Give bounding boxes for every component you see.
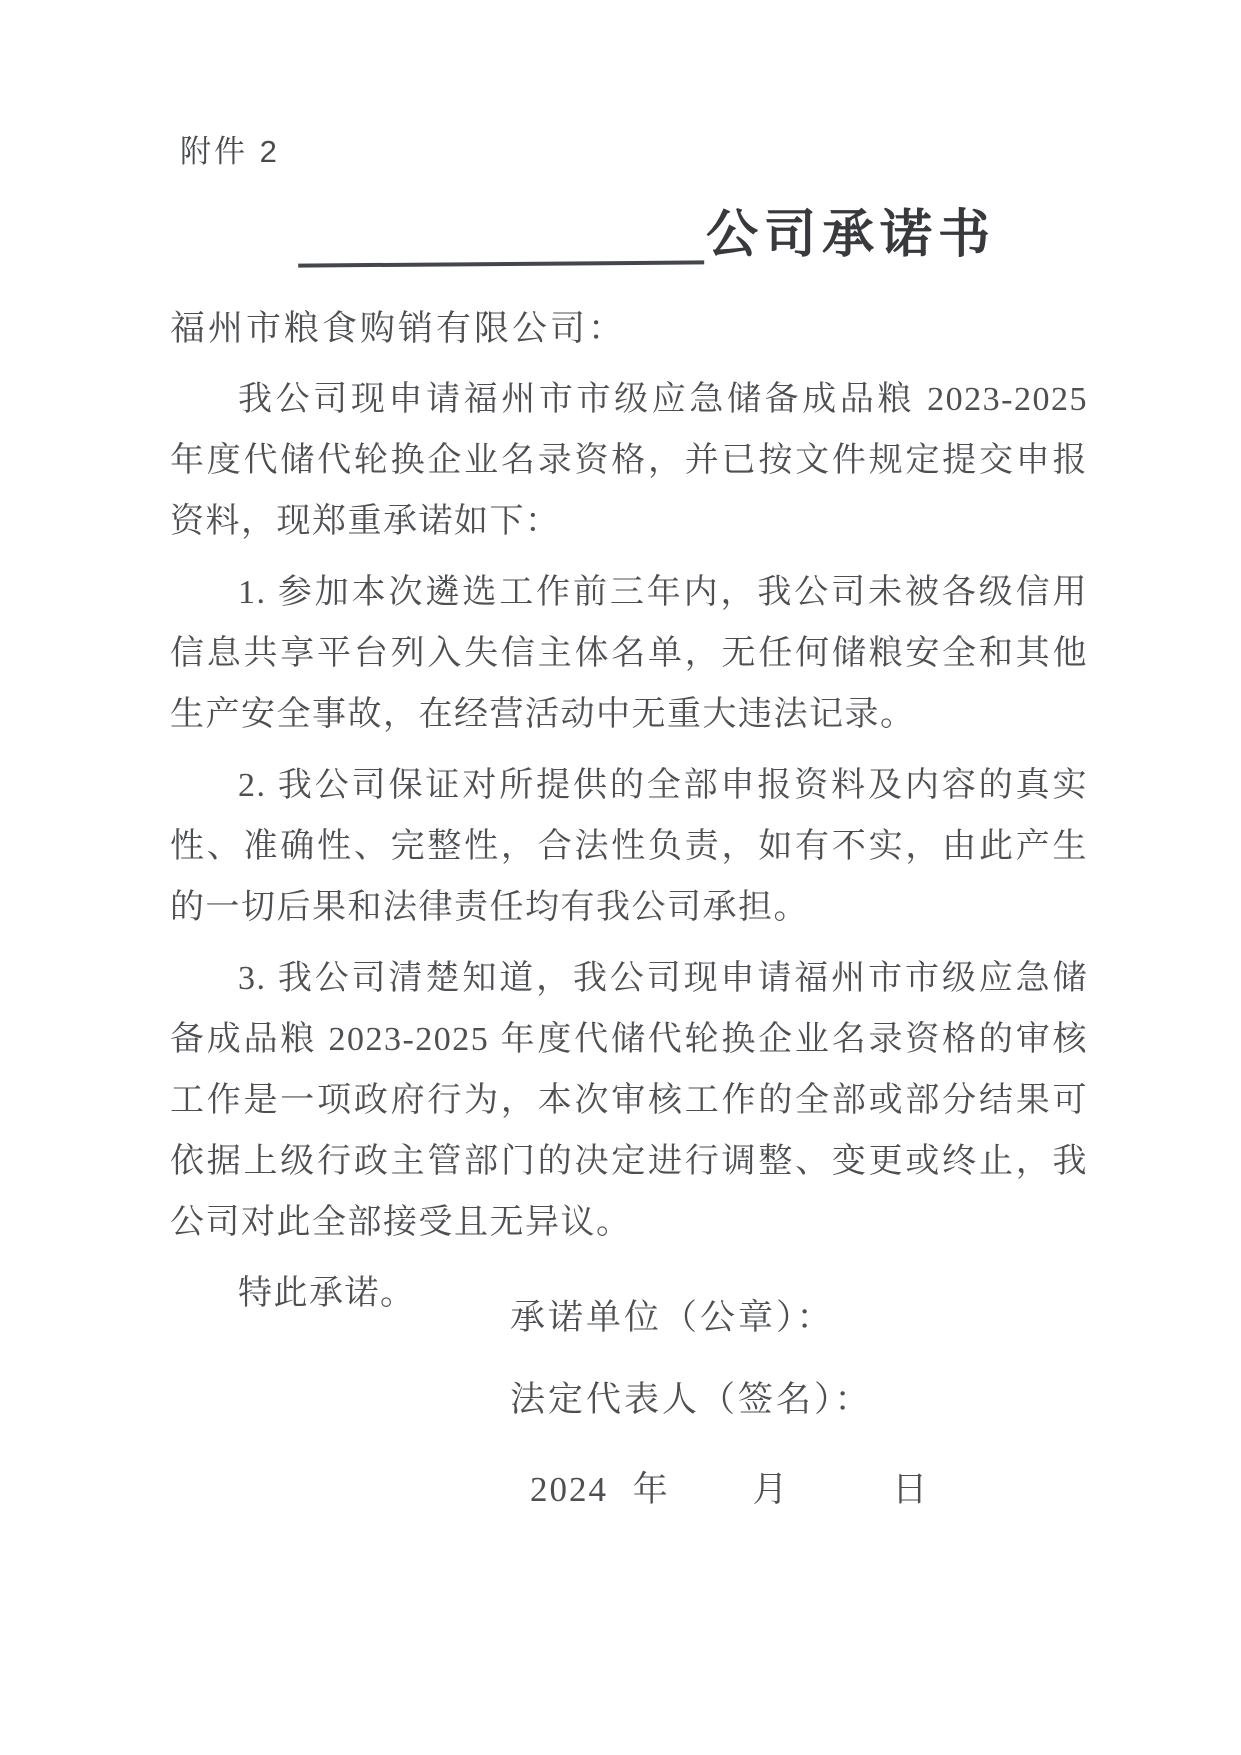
date-year-unit: 年 [632,1470,670,1509]
title-blank-underline [298,210,704,267]
title-row [298,206,996,266]
signature-legal-rep-label: 法定代表人（签名）： [510,1380,873,1419]
attachment-label: 附件 2 [180,134,280,169]
date-year: 2024 [530,1470,608,1509]
salutation: 福州市粮食购销有限公司： [170,309,627,348]
closing-line: 特此承诺。 [238,1275,416,1312]
date-month-unit: 月 [752,1470,790,1509]
intro-paragraph: 我公司现申请福州市市级应急储备成品粮 2023-2025 年度代储代轮换企业名录资格，并已按文件规定提交申报资料，现郑重承诺如下： [170,381,1088,540]
document-title: 公司承诺书 [706,207,997,264]
document-body [170,298,1088,1324]
signature-date-line [510,1468,929,1512]
date-day-unit: 日 [892,1470,930,1509]
signature-block [510,1296,929,1512]
commitment-item-3: 3. 我公司清楚知道，我公司现申请福州市市级应急储备成品粮 2023-2025 年度代储代轮换企业名录资格的审核工作是一项政府行为，本次审核工作的全部或部分结果可依据上级行政主管部门的决定进行调整、变更或终止，我公司对此全部接受且无异议。 [170,960,1088,1241]
commitment-item-2: 2. 我公司保证对所提供的全部申报资料及内容的真实性、准确性、完整性，合法性负责，如有不实，由此产生的一切后果和法律责任均有我公司承担。 [170,767,1088,926]
signature-unit-label: 承诺单位（公章）： [510,1298,835,1337]
commitment-item-1: 1. 参加本次遴选工作前三年内，我公司未被各级信用信息共享平台列入失信主体名单，无任何储粮安全和其他生产安全事故，在经营活动中无重大违法记录。 [170,574,1088,733]
